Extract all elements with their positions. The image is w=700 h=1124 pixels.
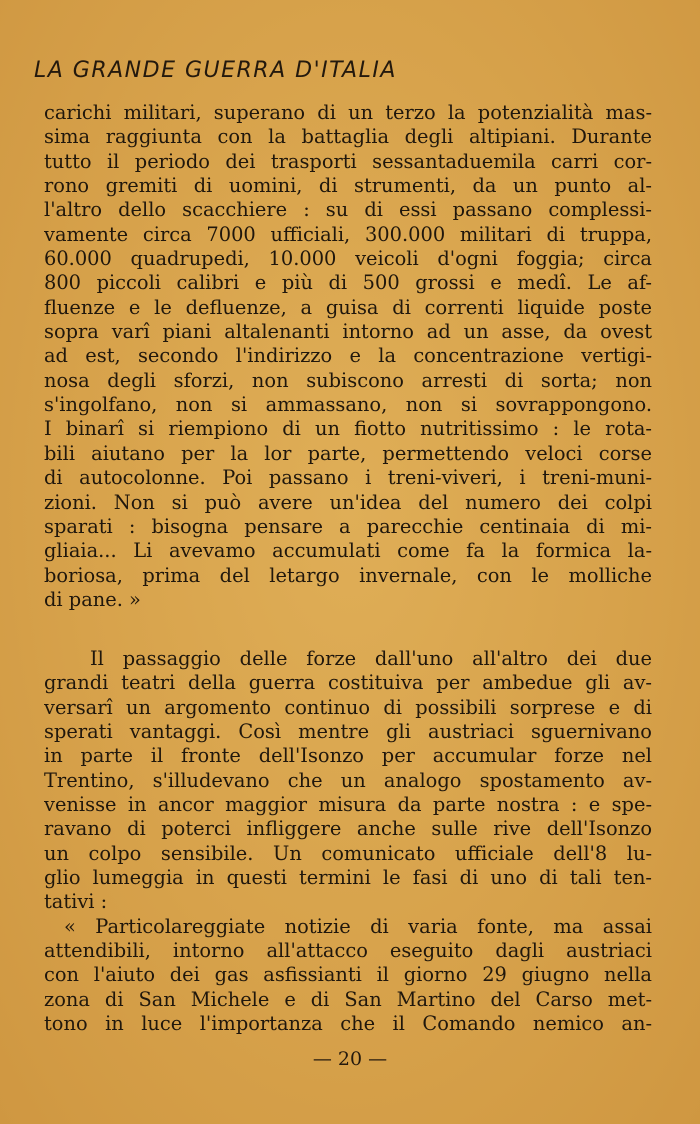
text-line: tativi : bbox=[44, 890, 108, 914]
text-line: venisse in ancor maggior misura da parte nostra : e spe- bbox=[44, 793, 652, 817]
text-line: glio lumeggia in questi termini le fasi di uno di tali ten- bbox=[44, 866, 652, 890]
running-head-title: LA GRANDE GUERRA D'ITALIA bbox=[34, 58, 397, 83]
text-line: 800 piccoli calibri e più di 500 grossi e medî. Le af- bbox=[44, 271, 652, 295]
paragraph-continuation bbox=[44, 101, 652, 612]
page-number: — 20 — bbox=[312, 1048, 388, 1070]
text-line: fluenze e le defluenze, a guisa di correnti liquide poste bbox=[44, 295, 652, 319]
text-line: un colpo sensibile. Un comunicato ufficiale dell'8 lu- bbox=[44, 841, 652, 865]
text-line: zioni. Non si può avere un'idea del numero dei colpi bbox=[44, 490, 652, 514]
text-line: Trentino, s'illudevano che un analogo spostamento av- bbox=[44, 768, 652, 792]
text-line: carichi militari, superano di un terzo la potenzialità mas- bbox=[44, 101, 652, 124]
text-line: ravano di poterci infliggere anche sulle rive dell'Isonzo bbox=[44, 817, 652, 841]
text-line: di autocolonne. Poi passano i treni-viveri, i treni-muni- bbox=[44, 466, 652, 490]
paragraph-main bbox=[44, 647, 652, 1037]
text-line: di pane. » bbox=[44, 587, 141, 611]
text-line: grandi teatri della guerra costituiva per ambedue gli av- bbox=[44, 671, 652, 695]
text-line: boriosa, prima del letargo invernale, con le molliche bbox=[44, 563, 652, 587]
text-line: attendibili, intorno all'attacco eseguito dagli austriaci bbox=[44, 939, 652, 963]
text-line: in parte il fronte dell'Isonzo per accumular forze nel bbox=[44, 744, 652, 768]
text-line: rono gremiti di uomini, di strumenti, da un punto al- bbox=[44, 174, 652, 198]
text-line: tutto il periodo dei trasporti sessantaduemila carri cor- bbox=[44, 149, 652, 173]
text-line: gliaia... Li avevamo accumulati come fa la formica la- bbox=[44, 539, 652, 563]
text-line: « Particolareggiate notizie di varia fonte, ma assai bbox=[64, 914, 652, 938]
text-line: Il passaggio delle forze dall'uno all'altro dei due bbox=[90, 647, 652, 670]
text-line: versarî un argomento continuo di possibili sorprese e di bbox=[44, 695, 652, 719]
text-line: ad est, secondo l'indirizzo e la concentrazione vertigi- bbox=[44, 344, 652, 368]
text-line: sima raggiunta con la battaglia degli altipiani. Durante bbox=[44, 125, 652, 149]
text-line: con l'aiuto dei gas asfissianti il giorno 29 giugno nella bbox=[44, 963, 652, 987]
text-line: vamente circa 7000 ufficiali, 300.000 militari di truppa, bbox=[44, 222, 652, 246]
text-line: zona di San Michele e di San Martino del Carso met- bbox=[44, 987, 652, 1011]
text-line: nosa degli sforzi, non subiscono arresti di sorta; non bbox=[44, 368, 652, 392]
text-line: sparati : bisogna pensare a parecchie centinaia di mi- bbox=[44, 514, 652, 538]
text-line: bili aiutano per la lor parte, permettendo veloci corse bbox=[44, 441, 652, 465]
text-line: tono in luce l'importanza che il Comando nemico an- bbox=[44, 1012, 652, 1036]
text-line: sopra varî piani altalenanti intorno ad un asse, da ovest bbox=[44, 320, 652, 344]
text-line: s'ingolfano, non si ammassano, non si sovrappongono. bbox=[44, 393, 652, 417]
text-line: l'altro dello scacchiere : su di essi passano complessi- bbox=[44, 198, 652, 222]
text-line: I binarî si riempiono di un fiotto nutritissimo : le rota- bbox=[44, 417, 652, 441]
text-line: 60.000 quadrupedi, 10.000 veicoli d'ogni foggia; circa bbox=[44, 247, 652, 271]
text-line: sperati vantaggi. Così mentre gli austriaci sguernivano bbox=[44, 720, 652, 744]
